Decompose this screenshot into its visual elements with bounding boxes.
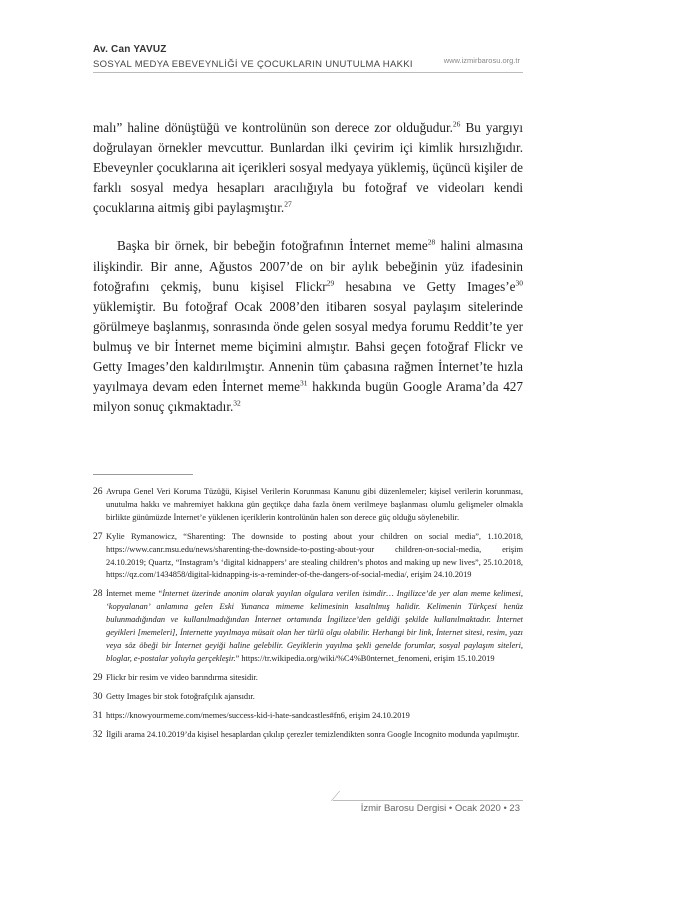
header-divider: [93, 72, 523, 73]
paragraph-1: malı” haline dönüştüğü ve kontrolünün son derece zor olduğudur.$^{26}$ Bu yargıyı doğrulayan örnekler mevcuttur. Bunlardan ilki çevirim içi kimlik hırsızlığıdır. Ebeveynler çocuklarına ait içerikleri sosyal medyaya yüklemiş, üçüncü kişiler de farklı sosyal medya hesapları aracılığıyla bu fotoğraf ve videoları kendi çocuklarına aitmiş gibi paylaşmıştır.$^{27}$: [93, 119, 523, 216]
footnotes: [93, 486, 523, 747]
header-url: www.izmirbarosu.org.tr: [443, 56, 520, 65]
footnote-ref-32[interactable]: 32: [233, 398, 241, 408]
header-title: SOSYAL MEDYA EBEVEYNLİĞİ VE ÇOCUKLARIN UNUTULMA HAKKI: [93, 59, 413, 70]
body-text: [93, 118, 523, 417]
footnote-32: 32 İlgili arama 24.10.2019’da kişisel hesaplardan çıkılıp çerezler temizlendikten sonra Google Incognito modunda yapılmıştır.: [93, 729, 520, 740]
footnote-ref-31[interactable]: 31: [300, 378, 308, 388]
footnote-26: 26 Avrupa Genel Veri Koruma Tüzüğü, Kişisel Verilerin Korunması Kanunu gibi düzenlemeler; kişisel verilerin korunması, unutulma hakkı ve mahremiyet hakkına gün geçtikçe daha fazla önem verilmeye başlanması olumlu gelişmeler olmakla birlikte günümüzde İnternet’e yüklenen içeriklerin kontrolünün halen son derece güç olduğu söylenebilir.: [93, 487, 523, 522]
footnote-ref-29[interactable]: 29: [326, 278, 335, 288]
footnote-ref-26[interactable]: 26: [452, 119, 461, 129]
footer-journal-page: İzmir Barosu Dergisi • Ocak 2020 • 23: [360, 803, 520, 814]
footer-divider: [333, 800, 523, 801]
footnote-separator: [93, 474, 193, 475]
paragraph-2: Başka bir örnek, bir bebeğin fotoğrafının İnternet meme$^{28}$ halini almasına ilişkindir. Bir anne, Ağustos 2007’de on bir aylık bebeğinin yüz ifadesinin fotoğrafını çekmiş, bunu kişisel Flickr$^{29}$ hesabına ve Getty $Images’e^{30}$ yüklemiştir. Bu fotoğraf Ocak 2008’den itibaren sosyal paylaşım sitelerinde görülmeye başlanmış, sonrasında önde gelen sosyal medya forumu Reddit’te yer bulmuş ve bir İnternet meme biçimini almıştır. Bahsi geçen fotoğraf Flickr ve Getty Images’den kaldırılmıştır. Annenin tüm çabasına rağmen İnternet’te hızla yayılmaya devam eden İnternet meme$^{31}$ hakkında bugün Google Arama’da 427 milyon sonuç çıkmaktadır.$^{32}$: [93, 238, 524, 415]
footnote-27: 27 Kylie Rymanowicz, “Sharenting: The downside to posting about your children on social media”, 1.10.2018, https://www.canr.msu.edu/news/sharenting-the-downside-to-posting-about-your children-on-social-media, erişim 24.10.2019; Quartz, “Instagram’s ‘digital kidnappers’ are stealing children’s photos and making up new lives”, 25.10.2018, https://qz.com/1434858/digital-kidnapping-is-a-reminder-of-the-dangers-of-social-media/, erişim 24.10.2019: [93, 531, 523, 580]
header-author: Av. Can YAVUZ: [93, 44, 167, 55]
footnote-ref-27[interactable]: 27: [284, 199, 292, 209]
footnote-ref-30[interactable]: 30: [515, 278, 523, 288]
footnote-31: 31 https://knowyourmeme.com/memes/success-kid-i-hate-sandcastles#fn6, erişim 24.10.2019: [93, 710, 410, 721]
footnote-ref-28[interactable]: 28: [427, 238, 436, 248]
footnote-28: 28 İnternet meme “İnternet üzerinde anonim olarak yayılan olgulara verilen isimdir… Ingilizce’de yer alan meme kelimesi, ‘kopyalanan’ anlamına gelen Eski Yunanca mimeme kelimesinin kısaltılmış halidir. Kelimenin Türkçesi henüz bulunmadığından ve kullanılmadığından İnternet ortamında İngilizce’den geldiği şekilde kullanılmaktadır. İnternet geyikleri [memeleri], İnternette yayılmaya müsait olan her türlü olgu olabilir. Herhangi bir link, İnternet sitesi, resim, yazı veya söz öbeği bir İnternet geyiği haline gelebilir. Geyiklerin yayılma şekli genelde forumlar, sosyal paylaşım siteleri, bloglar, e-postalar yoluyla gerçekleşir.” https://tr.wikipedia.org/wiki/%C4%B0nternet_fenomeni, erişim 15.10.2019: [93, 589, 523, 663]
footnote-30: 30 Getty Images bir stok fotoğrafçılık ajansıdır.: [93, 691, 255, 702]
footnote-29: 29 Flickr bir resim ve video barındırma sitesidir.: [93, 672, 258, 683]
